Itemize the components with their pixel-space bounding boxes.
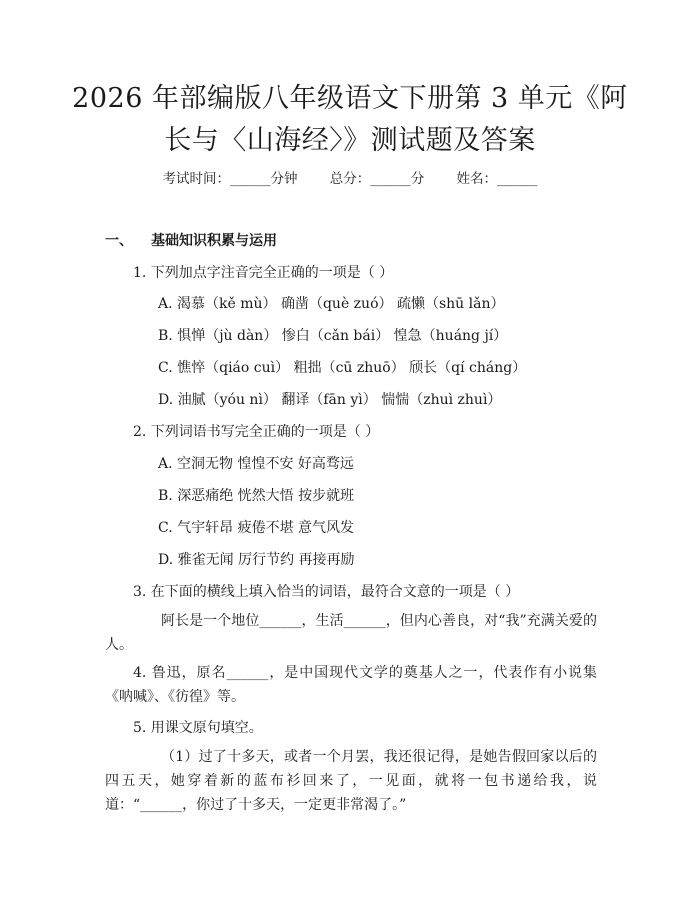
question-3-body: 阿长是一个地位______，生活______，但内心善良，对“我”充满关爱的人。: [105, 613, 597, 653]
total-score: 总分：______分: [329, 171, 425, 187]
q2-option-c: C. 气宇轩昂 疲倦不堪 意气风发: [158, 520, 355, 536]
question-5-stem: 5. 用课文原句填空。: [133, 720, 263, 736]
question-2-stem: 2. 下列词语书写完全正确的一项是（ ）: [133, 424, 380, 440]
question-1-stem: 1. 下列加点字注音完全正确的一项是（ ）: [133, 265, 394, 281]
question-5-item-1: （1）过了十多天，或者一个月罢，我还很记得，是她告假回家以后的四五天，她穿着新的蓝布衫回来了，一见面，就将一包书递给我，说道：“______，你过了十多天，一定更非常渴了。”: [105, 749, 597, 813]
q1-option-b: B. 惧惮（jù dàn） 惨白（cǎn bái） 惶急（huáng jí）: [158, 328, 508, 344]
q2-option-d: D. 雅雀无闻 厉行节约 再接再励: [158, 552, 355, 568]
question-3-stem: 3. 在下面的横线上填入恰当的词语，最符合文意的一项是（ ）: [133, 584, 520, 600]
page-title: [60, 78, 640, 162]
q1-option-a: A. 渴慕（kě mù） 确凿（què zuó） 疏懒（shū lǎn）: [158, 296, 505, 312]
section-number: 一、: [105, 233, 133, 249]
q1-option-d: D. 油腻（yóu nì） 翻译（fān yì） 惴惴（zhuì zhuì）: [158, 392, 502, 408]
student-name: 姓名：______: [456, 171, 538, 187]
question-4: 4. 鲁迅，原名______，是中国现代文学的奠基人之一，代表作有小说集《呐喊》、《彷徨》等。: [105, 665, 597, 705]
q2-option-a: A. 空洞无物 惶惶不安 好高骛远: [158, 456, 354, 472]
title-line-1: 2026 年部编版八年级语文下册第 3 单元《阿: [72, 83, 628, 114]
q2-option-b: B. 深恶痛绝 恍然大悟 按步就班: [158, 488, 355, 504]
exam-info: [0, 167, 700, 187]
exam-time: 考试时间：______分钟: [162, 171, 298, 187]
section-heading: [105, 230, 277, 250]
title-line-2: 长与〈山海经〉》测试题及答案: [164, 125, 536, 156]
q1-option-c: C. 憔悴（qiáo cuì） 粗拙（cū zhuō） 颀长（qí cháng）: [158, 360, 527, 376]
section-title: 基础知识积累与运用: [151, 233, 277, 249]
